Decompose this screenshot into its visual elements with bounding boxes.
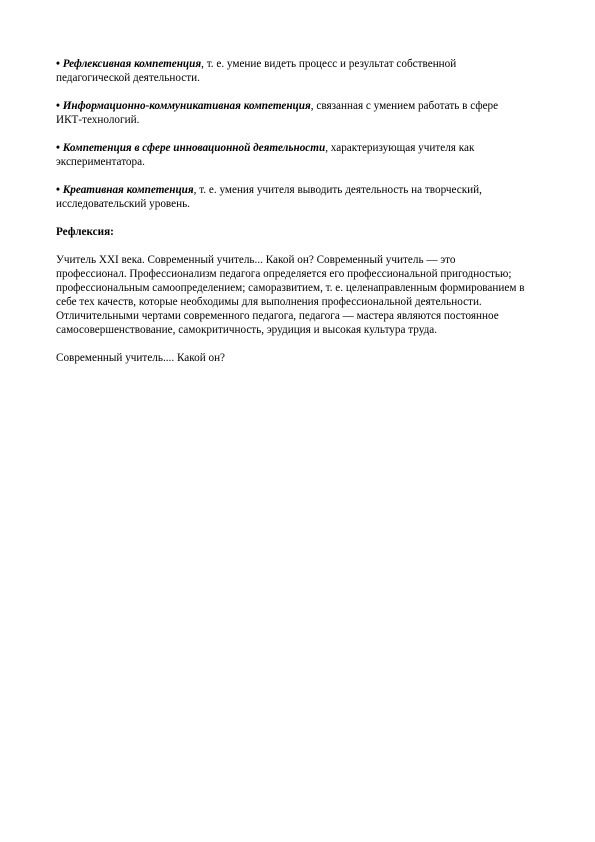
bullet-text: , т. е. умения учителя выводить деятельность на творческий, bbox=[193, 184, 482, 196]
section-heading: Рефлексия: bbox=[56, 226, 114, 238]
bullet-line-2: исследовательский уровень. bbox=[56, 198, 190, 210]
bullet-line-2: экспериментатора. bbox=[56, 156, 145, 168]
bullet-term: Информационно-коммуникативная компетенция bbox=[62, 100, 311, 112]
document-body bbox=[56, 57, 546, 379]
bullet-line-2: ИКТ-технологий. bbox=[56, 114, 140, 126]
bullet-item-innovation bbox=[56, 141, 546, 169]
bullet-line-1 bbox=[56, 141, 546, 155]
paragraph-line: себе тех качеств, которые необходимы для выполнения профессиональной деятельности. bbox=[56, 296, 482, 308]
bullet-line-2: педагогической деятельности. bbox=[56, 72, 200, 84]
bullet-marker: • bbox=[56, 100, 60, 112]
bullet-line-1 bbox=[56, 183, 546, 197]
bullet-term: Рефлексивная компетенция bbox=[62, 58, 202, 70]
bullet-text: , связанная с умением работать в сфере bbox=[310, 100, 499, 112]
bullet-line-1 bbox=[56, 99, 546, 113]
bullet-text: , т. е. умение видеть процесс и результат собственной bbox=[201, 58, 457, 70]
paragraph-line: Отличительными чертами современного педагога, педагога — мастера являются постоянное bbox=[56, 310, 499, 322]
paragraph-line: профессионал. Профессионализм педагога определяется его профессиональной пригодностью; bbox=[56, 268, 512, 280]
paragraph-line: самосовершенствование, самокритичность, эрудиция и высокая культура труда. bbox=[56, 324, 438, 336]
bullet-marker: • bbox=[56, 184, 60, 196]
bullet-line-1 bbox=[56, 57, 546, 71]
main-paragraph bbox=[56, 253, 546, 337]
bullet-marker: • bbox=[56, 142, 60, 154]
closing-line: Современный учитель.... Какой он? bbox=[56, 352, 226, 364]
bullet-marker: • bbox=[56, 58, 60, 70]
bullet-term: Креативная компетенция bbox=[62, 184, 194, 196]
bullet-item-ict bbox=[56, 99, 546, 127]
bullet-item-creative bbox=[56, 183, 546, 211]
bullet-item-reflexive bbox=[56, 57, 546, 85]
paragraph-line: Учитель XXI века. Современный учитель... Какой он? Современный учитель — это bbox=[56, 254, 456, 266]
bullet-text: , характеризующая учителя как bbox=[325, 142, 475, 154]
paragraph-line: профессиональным самоопределением; саморазвитием, т. е. целенаправленным формированием в bbox=[56, 282, 525, 294]
bullet-term: Компетенция в сфере инновационной деятельности bbox=[62, 142, 326, 154]
